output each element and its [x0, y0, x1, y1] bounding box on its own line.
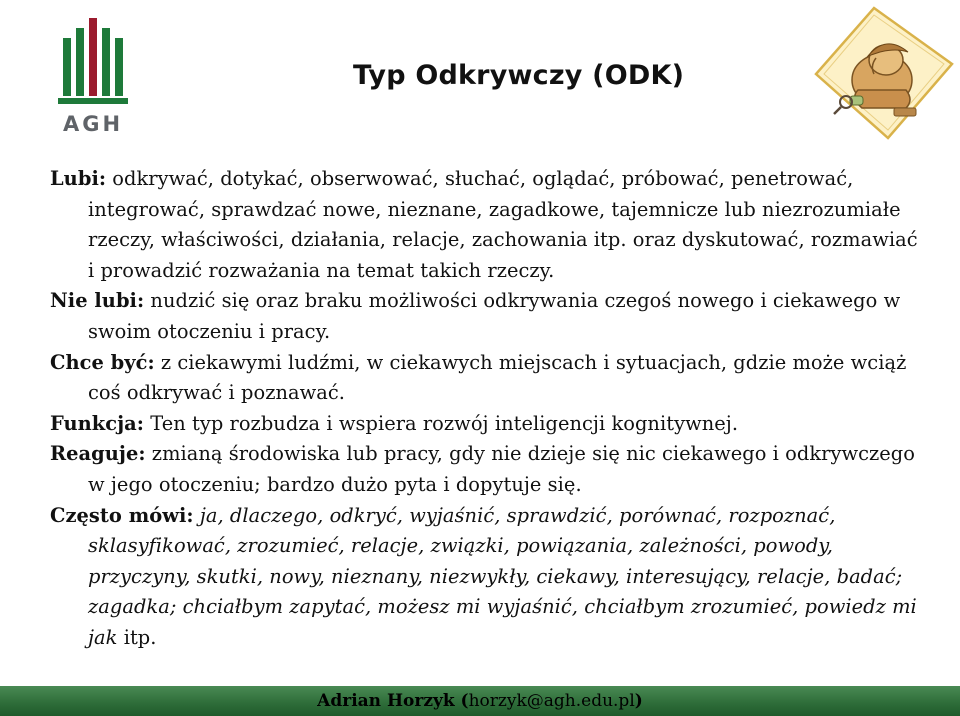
label-reaguje: Reaguje:: [50, 442, 146, 466]
text-lubi: odkrywać, dotykać, obserwować, słuchać, oglądać, próbować, penetrować, integrować, sprawdzać nowe, nieznane, zagadkowe, tajemnicze lub niezrozumiałe rzeczy, właściwości, działania, relacje, zachowania itp. oraz dyskutować, rozmawiać i prowadzić rozważania na temat takich rzeczy.: [88, 167, 918, 282]
footer-email: horzyk@agh.edu.pl: [468, 691, 635, 711]
footer-close-paren: ): [634, 691, 643, 711]
agh-logo: [52, 14, 132, 138]
paragraph-lubi: [50, 164, 920, 286]
page-title: Typ Odkrywczy (ODK): [353, 60, 685, 91]
agh-logo-text: AGH: [62, 112, 124, 136]
text-funkcja: Ten typ rozbudza i wspiera rozwój inteligencji kognitywnej.: [144, 411, 739, 435]
footer-author: Adrian Horzyk: [317, 691, 455, 711]
label-nie-lubi: Nie lubi:: [50, 289, 145, 313]
label-czesto-mowi: Często mówi:: [50, 503, 194, 527]
footer-open-paren: (: [454, 691, 469, 711]
text-reaguje: zmianą środowiska lub pracy, gdy nie dzieje się nic ciekawego i odkrywczego w jego otoczeniu; bardzo dużo pyta i dopytuje się.: [88, 442, 915, 496]
label-lubi: Lubi:: [50, 167, 107, 190]
text-chce-byc: z ciekawymi ludźmi, w ciekawych miejscach i sytuacjach, gdzie może wciąż coś odkrywać i poznawać.: [88, 350, 907, 405]
content: [50, 164, 920, 654]
paragraph-chce-byc: [50, 348, 920, 409]
label-funkcja: Funkcja:: [50, 411, 145, 435]
explorer-illustration: [810, 4, 956, 142]
text-nie-lubi: nudzić się oraz braku możliwości odkrywania czegoś nowego i ciekawego w swoim otoczeniu i pracy.: [88, 289, 901, 343]
paragraph-funkcja: [50, 409, 920, 440]
paragraph-nie-lubi: [50, 286, 920, 347]
suffix-czesto-mowi: itp.: [117, 625, 157, 649]
paragraph-czesto-mowi: [50, 501, 920, 654]
footer: [0, 688, 960, 716]
agh-logo-mark: [58, 18, 128, 104]
text-czesto-mowi: ja, dlaczego, odkryć, wyjaśnić, sprawdzić, porównać, rozpoznać, sklasyfikować, zrozumieć, relacje, związki, powiązania, zależności, powody, przyczyny, skutki, nowy, nieznany, niezwykły, ciekawy, interesujący, relacje, badać; zagadka; chciałbym zapytać, możesz mi wyjaśnić, chciałbym zrozumieć, powiedz mi jak: [88, 503, 917, 649]
paragraph-reaguje: [50, 439, 920, 500]
label-chce-byc: Chce być:: [50, 350, 155, 374]
